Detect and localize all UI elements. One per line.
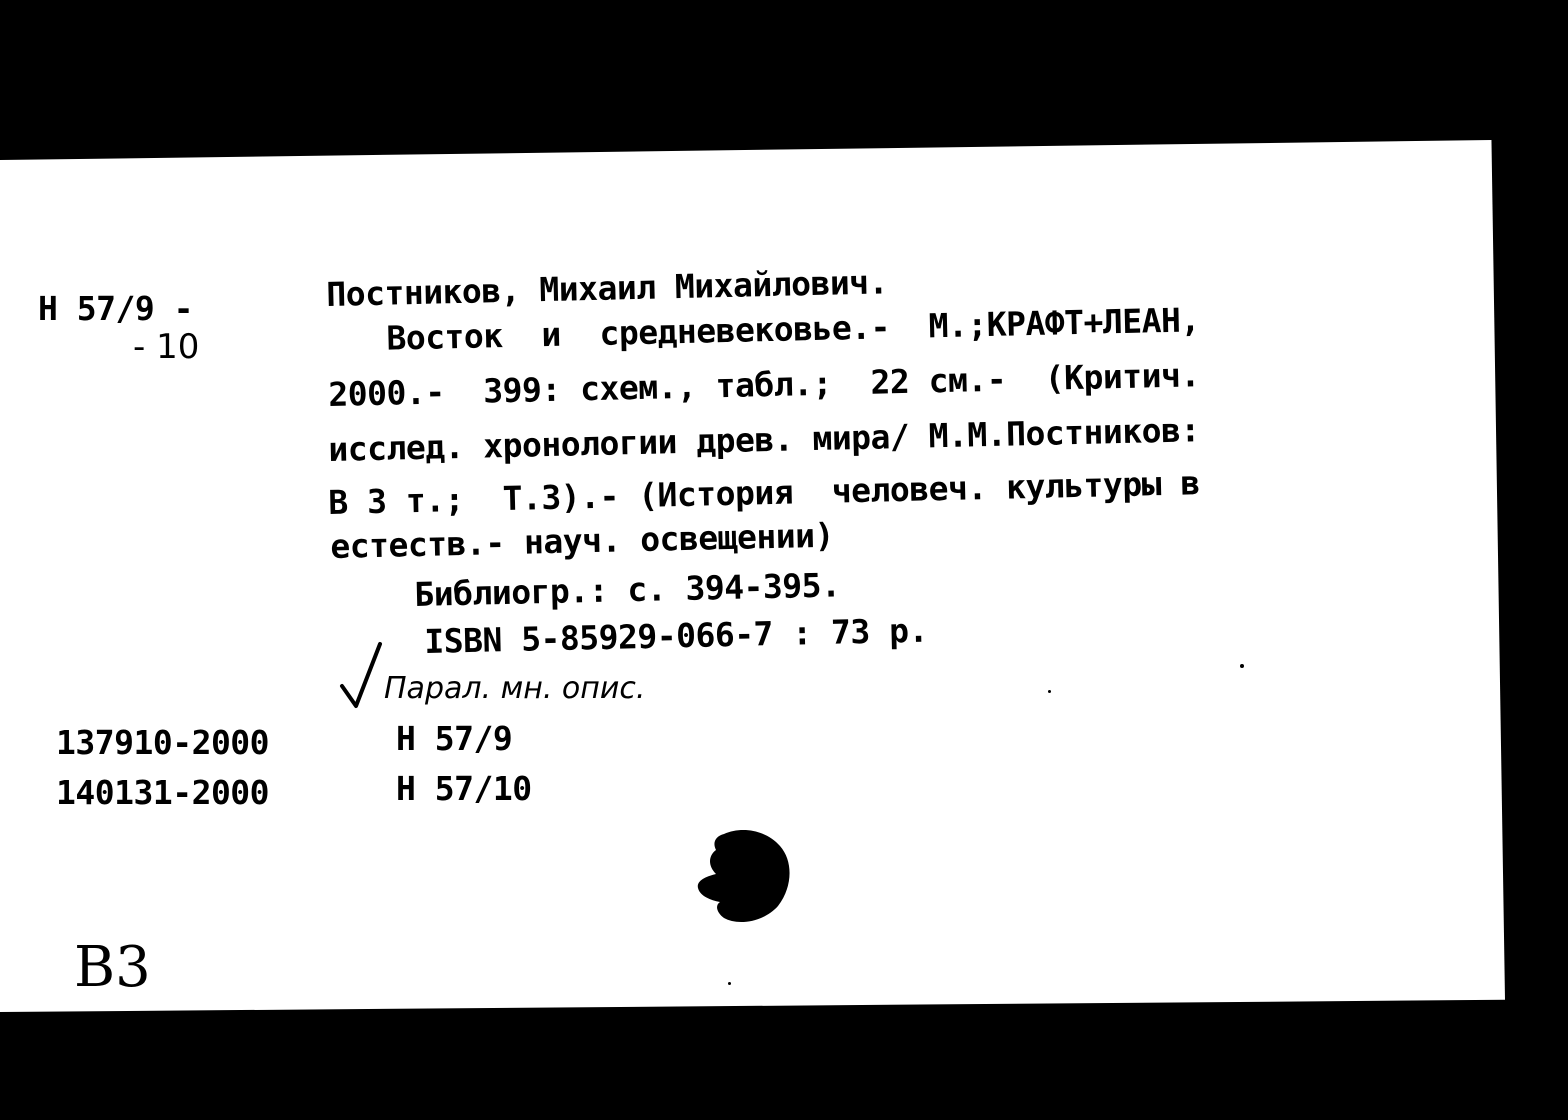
call-number-line-2: - 10 [133,327,200,367]
author-heading: Постников, Михаил Михайлович. [325,262,889,314]
description-line-5: естеств.- науч. освещении) [329,515,835,566]
holding-shelf-1: Н 57/9 [396,719,513,758]
description-line-1: Восток и средневековье.- М.;КРАФТ+ЛЕАН, [327,300,1201,359]
corner-mark: В3 [74,935,151,1000]
dust-speck [1048,690,1051,693]
ink-blot [694,826,794,926]
description-line-4: В 3 т.; Т.3).- (История человеч. культуры в [327,463,1201,522]
bibliography-note: Библиогр.: с. 394-395. [413,565,841,614]
call-number-line-1: Н 57/9 - [38,289,193,328]
holding-shelf-2: Н 57/10 [396,769,532,808]
dust-speck [728,982,731,985]
holding-inventory-1: 137910-2000 [56,723,270,762]
holding-inventory-2: 140131-2000 [56,773,270,812]
dust-speck [1240,664,1244,668]
description-line-2: 2000.- 399: схем., табл.; 22 см.- (Критич. [327,355,1201,414]
handwritten-note: Парал. мн. опис. [384,671,646,706]
description-line-3: исслед. хронологии древ. мира/ М.М.Постников: [327,410,1201,469]
isbn-note: ISBN 5-85929-066-7 : 73 р. [423,610,929,661]
